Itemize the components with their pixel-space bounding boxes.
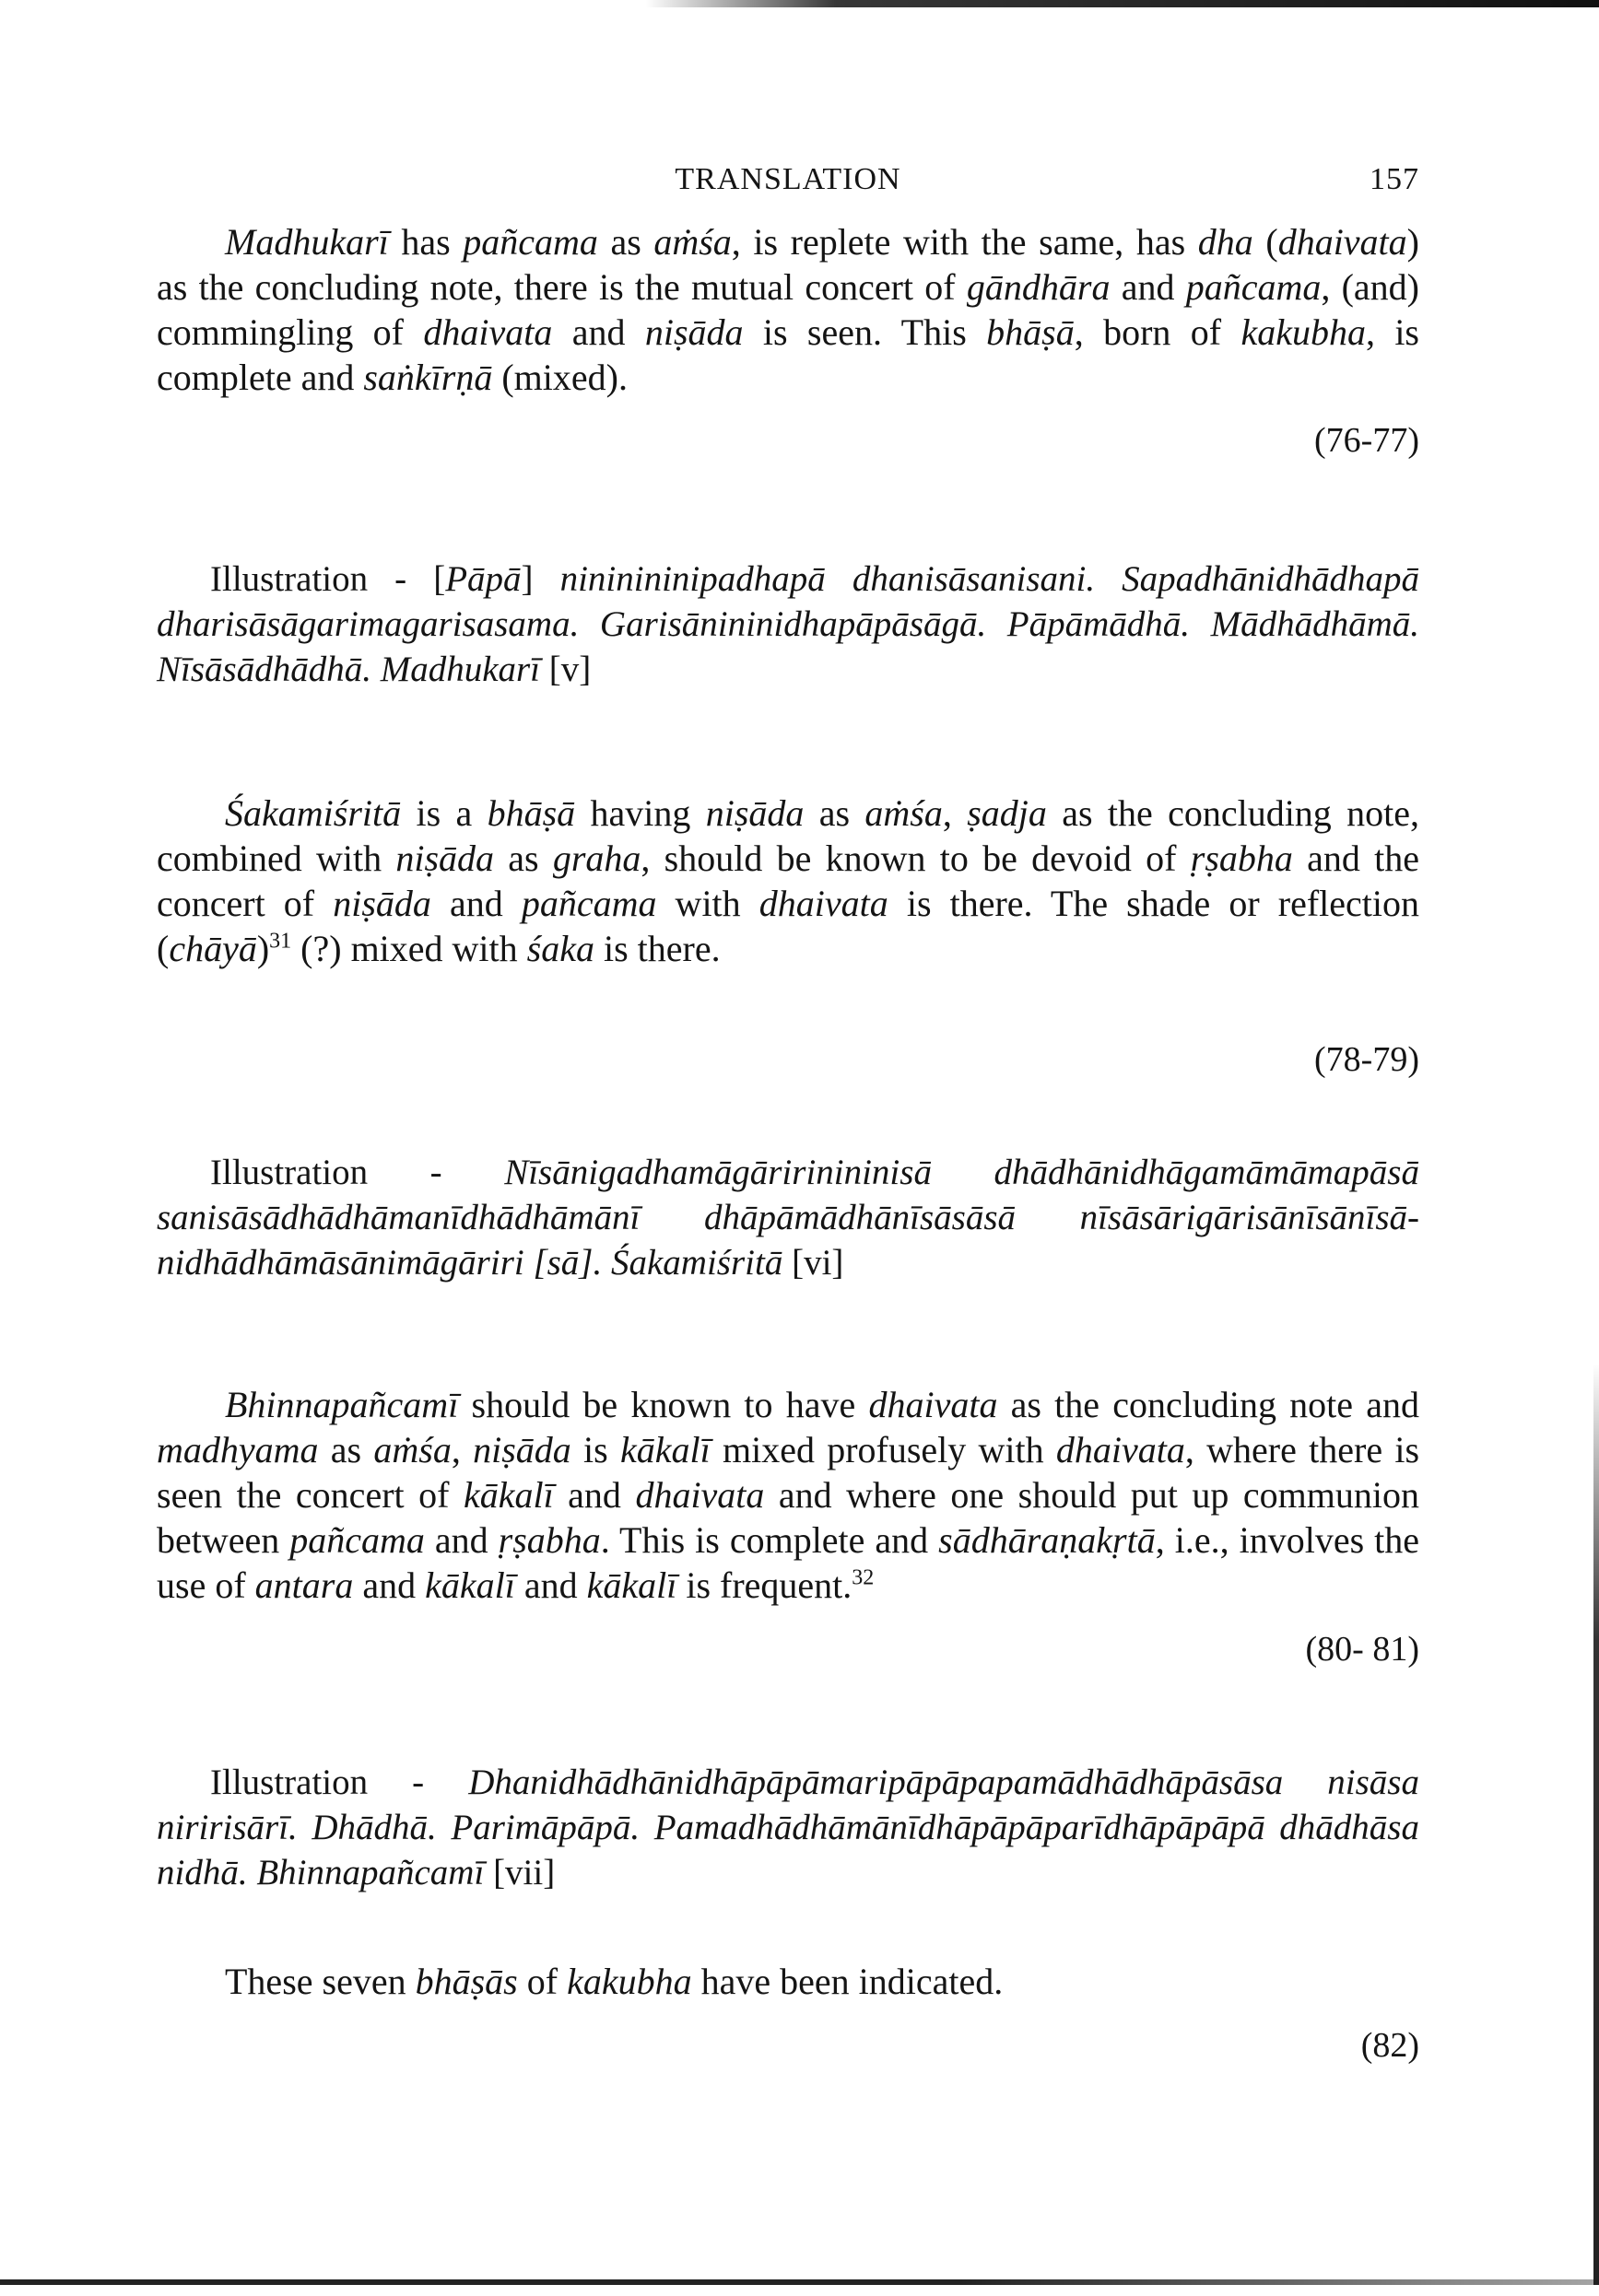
text-run: have been indicated. bbox=[691, 1961, 1004, 2002]
text-run: , should be known to be devoid of bbox=[641, 838, 1191, 879]
italic-term: pañcama bbox=[521, 883, 657, 924]
text-run: (?) mixed with bbox=[291, 928, 527, 969]
text-run: , is replete with the same, has bbox=[731, 221, 1198, 263]
section-madhukari bbox=[157, 219, 1419, 400]
italic-term: pañcama bbox=[463, 221, 598, 263]
text-run: is a bbox=[401, 792, 488, 834]
paragraph-bhinnapancami bbox=[157, 1382, 1419, 1608]
illustration-text-bhinnapancami bbox=[157, 1760, 1419, 1895]
text-run: and where one should put up communion between bbox=[157, 1474, 1419, 1561]
footnote-ref: 31 bbox=[269, 929, 292, 954]
italic-term: Dhanidhādhānidhāpāpāmaripāpāpapamādhādhāpāsāsa nisāsa niririsārī. Dhādhā. Parimāpāpā. Pamadhādhāmānīdhāpāpāparīdhāpāpāpā dhādhāsa nidhā. Bhinnapañcamī bbox=[157, 1763, 1419, 1892]
text-run: and bbox=[430, 883, 522, 924]
italic-term: śaka bbox=[526, 928, 594, 969]
italic-term: Bhinnapañcamī bbox=[225, 1384, 459, 1425]
text-run: ) as the concluding note, there is the mutual concert of bbox=[157, 221, 1419, 308]
italic-term: niṣāda bbox=[333, 883, 431, 924]
italic-term: ṛṣabha bbox=[1190, 838, 1293, 879]
italic-term: chāyā bbox=[169, 928, 257, 969]
text-run: is there. The shade or reflection ( bbox=[157, 883, 1419, 969]
italic-term: dhaivata bbox=[635, 1474, 765, 1516]
illustration-sakamisrita bbox=[157, 1150, 1419, 1285]
text-run: and the concert of bbox=[157, 838, 1419, 924]
text-run: , bbox=[451, 1429, 474, 1470]
text-run: ) bbox=[256, 928, 270, 969]
verse-ref-78-79: (78-79) bbox=[1314, 1040, 1419, 1079]
text-run: Illustration - bbox=[210, 1763, 469, 1802]
italic-term: nininininipadhapā dhanisāsanisani. Sapadhānidhādhapā dharisāsāgarimagarisasama. Garisānininidhapāpāsāgā. Pāpāmādhā. Mādhādhāmā. Nīsāsādhādhā. Madhukarī bbox=[157, 559, 1419, 689]
italic-term: pañcama bbox=[1185, 266, 1322, 308]
italic-term: kakubha bbox=[567, 1961, 692, 2002]
verse-ref-82: (82) bbox=[1360, 2026, 1419, 2065]
section-bhinnapancami bbox=[157, 1382, 1419, 1608]
text-run: is bbox=[570, 1429, 620, 1470]
text-run: These seven bbox=[225, 1961, 416, 2002]
illustration-bhinnapancami bbox=[157, 1760, 1419, 1895]
italic-term: bhāṣās bbox=[415, 1961, 518, 2002]
text-run: Illustration - [ bbox=[210, 559, 446, 599]
text-run: , i.e., involves the use of bbox=[157, 1519, 1420, 1606]
verse-ref-80-81: (80- 81) bbox=[1305, 1630, 1419, 1669]
italic-term: aṁśa bbox=[864, 792, 943, 834]
italic-term: niṣāda bbox=[395, 838, 495, 879]
text-run: should be known to have bbox=[458, 1384, 869, 1425]
italic-term: pañcama bbox=[289, 1519, 425, 1561]
italic-term: aṁśa bbox=[653, 221, 732, 263]
scan-edge-top bbox=[645, 0, 1599, 7]
text-run: , born of bbox=[1074, 311, 1241, 353]
verse-ref-76-77: (76-77) bbox=[1314, 421, 1419, 460]
italic-term: dhaivata bbox=[868, 1384, 998, 1425]
italic-term: niṣāda bbox=[705, 792, 805, 834]
italic-term: niṣāda bbox=[473, 1429, 571, 1470]
text-run: . This is complete and bbox=[600, 1519, 939, 1561]
italic-term: kākalī bbox=[619, 1429, 711, 1470]
text-run: [vii] bbox=[484, 1853, 556, 1892]
footnote-ref: 32 bbox=[852, 1565, 875, 1590]
italic-term: madhyama bbox=[157, 1429, 319, 1470]
text-run: is there. bbox=[594, 928, 721, 969]
text-run: with bbox=[656, 883, 759, 924]
text-run: as bbox=[804, 792, 865, 834]
text-run: of bbox=[517, 1961, 568, 2002]
italic-term: dhaivata bbox=[423, 311, 553, 353]
text-run: is seen. This bbox=[743, 311, 987, 353]
text-run: and bbox=[353, 1564, 426, 1606]
text-run: having bbox=[575, 792, 706, 834]
section-closing bbox=[157, 1959, 1419, 2004]
italic-term: aṁśa bbox=[373, 1429, 452, 1470]
italic-term: ṣadja bbox=[967, 792, 1047, 834]
italic-term: Pāpā bbox=[445, 559, 522, 599]
italic-term: bhāṣā bbox=[487, 792, 576, 834]
text-run: , where there is seen the concert of bbox=[157, 1429, 1420, 1516]
italic-term: ṛṣabha bbox=[498, 1519, 601, 1561]
text-run: [vi] bbox=[782, 1243, 844, 1283]
illustration-text-madhukari bbox=[157, 556, 1419, 692]
illustration-text-sakamisrita bbox=[157, 1150, 1419, 1285]
text-run: Illustration - bbox=[210, 1153, 505, 1192]
text-run: , is complete and bbox=[157, 311, 1419, 398]
italic-term: kākalī bbox=[425, 1564, 515, 1606]
text-run: as bbox=[318, 1429, 374, 1470]
text-run: ] bbox=[521, 559, 560, 599]
text-run: , (and) commingling of bbox=[157, 266, 1419, 353]
italic-term: dhaivata bbox=[758, 883, 888, 924]
text-run: and bbox=[552, 311, 645, 353]
text-run: , bbox=[942, 792, 968, 834]
scan-edge-bottom bbox=[0, 2279, 1599, 2285]
text-run: and bbox=[424, 1519, 499, 1561]
text-run: ( bbox=[1252, 221, 1278, 263]
page-number: 157 bbox=[1370, 162, 1419, 196]
text-run: as the concluding note, combined with bbox=[157, 792, 1420, 879]
text-run: (mixed). bbox=[492, 357, 628, 398]
paragraph-closing bbox=[157, 1959, 1419, 2004]
italic-term: gāndhāra bbox=[966, 266, 1111, 308]
page-header bbox=[157, 162, 1419, 203]
italic-term: dha bbox=[1197, 221, 1253, 263]
italic-term: niṣāda bbox=[644, 311, 744, 353]
italic-term: dhaivata bbox=[1277, 221, 1407, 263]
text-run: [v] bbox=[540, 650, 592, 689]
text-run: as the concluding note and bbox=[997, 1384, 1419, 1425]
text-run: as bbox=[494, 838, 553, 879]
text-run: mixed profusely with bbox=[710, 1429, 1056, 1470]
text-run: has bbox=[388, 221, 464, 263]
italic-term: saṅkīrṇā bbox=[363, 357, 493, 398]
paragraph-madhukari bbox=[157, 219, 1419, 400]
paragraph-sakamisrita bbox=[157, 791, 1419, 971]
scan-edge-right bbox=[1593, 1364, 1599, 2285]
italic-term: sādhāraṇakṛtā bbox=[938, 1519, 1156, 1561]
text-run: and bbox=[1110, 266, 1186, 308]
italic-term: antara bbox=[254, 1564, 354, 1606]
illustration-madhukari bbox=[157, 556, 1419, 692]
italic-term: Śakamiśritā bbox=[225, 792, 402, 834]
italic-term: graha bbox=[552, 838, 641, 879]
section-sakamisrita bbox=[157, 791, 1419, 971]
text-run: and bbox=[553, 1474, 636, 1516]
text-run: and bbox=[514, 1564, 587, 1606]
italic-term: Madhukarī bbox=[225, 221, 389, 263]
italic-term: kakubha bbox=[1240, 311, 1366, 353]
text-run: as bbox=[597, 221, 654, 263]
italic-term: bhāṣā bbox=[986, 311, 1075, 353]
italic-term: kākalī bbox=[586, 1564, 677, 1606]
text-run: is frequent. bbox=[676, 1564, 852, 1606]
italic-term: Nīsānigadhamāgāririnininisā dhādhānidhāgamāmāmapāsā sanisāsādhādhāmanīdhādhāmānī dhāpāmādhānīsāsāsā nīsāsārigārisānīsānīsā-nidhādhāmāsānimāgāriri [sā]. Śakamiśritā bbox=[157, 1153, 1419, 1283]
italic-term: dhaivata bbox=[1055, 1429, 1185, 1470]
italic-term: kākalī bbox=[463, 1474, 554, 1516]
running-title: TRANSLATION bbox=[675, 162, 901, 196]
